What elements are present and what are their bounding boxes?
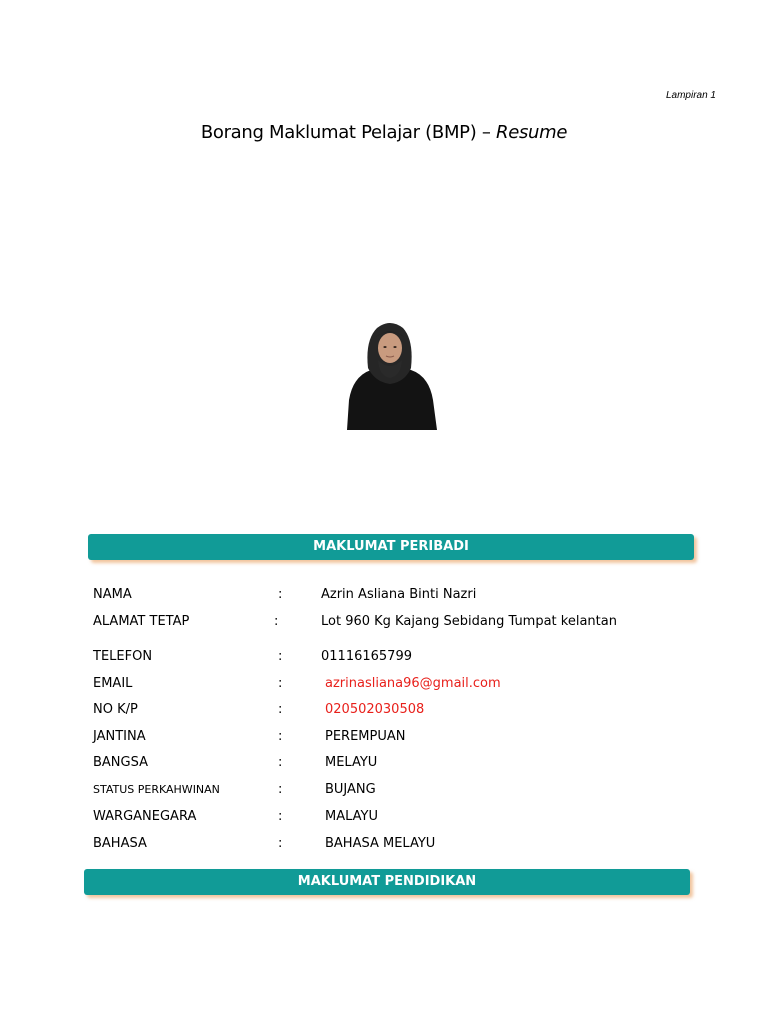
field-row-warganegara [93,807,693,827]
field-value-warganegara: MALAYU [325,809,378,824]
field-value-jantina: PEREMPUAN [325,729,406,744]
field-value-telefon: 01116165799 [321,649,412,664]
field-row-nama [93,585,693,605]
field-row-bahasa [93,834,693,854]
field-colon: : [278,729,283,744]
field-label: ALAMAT TETAP [93,614,190,629]
field-label: NO K/P [93,702,138,717]
field-colon: : [278,676,283,691]
field-label: STATUS PERKAHWINAN [93,783,220,796]
field-value-alamat: Lot 960 Kg Kajang Sebidang Tumpat kelantan [321,614,617,629]
field-colon: : [274,614,279,629]
email-link[interactable]: azrinasliana96@gmail.com [325,676,501,691]
field-colon: : [278,755,283,770]
field-row-bangsa [93,753,693,773]
field-row-alamat [93,612,693,632]
page-title [0,122,768,143]
field-colon: : [278,702,283,717]
field-colon: : [278,836,283,851]
field-colon: : [278,649,283,664]
field-row-nokp [93,700,693,720]
section-header-maklumat-pendidikan: MAKLUMAT PENDIDIKAN [84,869,690,895]
field-label: BAHASA [93,836,147,851]
profile-photo [341,320,439,430]
field-colon: : [278,587,283,602]
field-value-status: BUJANG [325,782,376,797]
field-value-bahasa: BAHASA MELAYU [325,836,436,851]
annex-label: Lampiran 1 [665,90,716,101]
section-header-maklumat-peribadi: MAKLUMAT PERIBADI [88,534,694,560]
field-label: BANGSA [93,755,148,770]
title-italic: Resume [496,122,568,143]
field-label: TELEFON [93,649,153,664]
field-value-bangsa: MELAYU [325,755,378,770]
field-label: EMAIL [93,676,133,691]
field-row-telefon [93,647,693,667]
field-row-status [93,780,693,800]
field-label: WARGANEGARA [93,809,197,824]
field-value-nama: Azrin Asliana Binti Nazri [321,587,477,602]
field-row-jantina [93,727,693,747]
field-colon: : [278,809,283,824]
field-label: NAMA [93,587,132,602]
field-colon: : [278,782,283,797]
field-row-email [93,674,693,694]
field-value-nokp: 020502030508 [325,702,425,717]
title-main: Borang Maklumat Pelajar (BMP) – [200,122,496,143]
person-photo-icon [341,320,439,430]
field-label: JANTINA [93,729,146,744]
